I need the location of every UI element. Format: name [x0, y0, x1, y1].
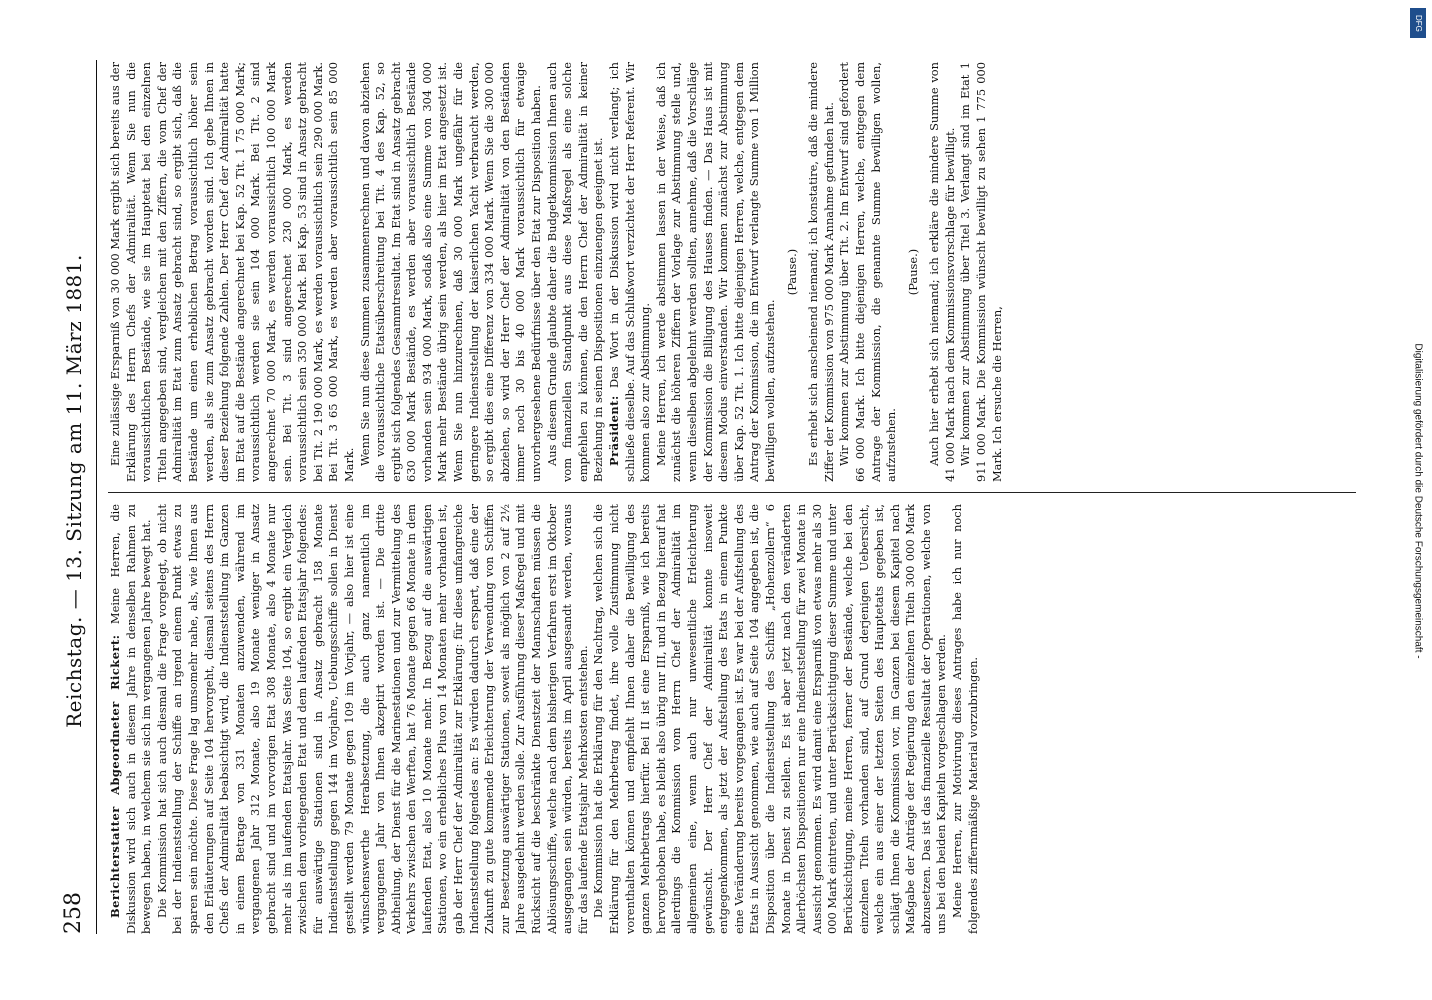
dfg-logo: DFG: [1410, 8, 1426, 38]
paragraph-text: Wenn Sie nun diese Summen zusammenrechnen und davon abziehen die voraussichtliche Etatsüberschreitung bei Tit. 4 des Kap. 52, so ergibt sich folgendes Gesammtresultat. Im Etat sind in Ansatz gebracht 630 000 Mark Bestände, es werden aber voraussichtlich Bestände vorhanden sein 934 000 Mark, sodaß also eine Summe von 304 000 Mark mehr Bestände übrig sein werden, als hier im Etat angesetzt ist. Wenn Sie nun hinzurechnen, daß 30 000 Mark ungefähr für die geringere Indienststellung der kaiserlichen Yacht verbraucht werden, so ergibt dies eine Differenz von 334 000 Mark. Wenn Sie die 300 000 abziehen, so wird der Herr Chef der Admiralität von den Beständen immer noch 30 bis 40 000 Mark voraussichtlich für etwaige unvorhergesehene Bedürfnisse über den Etat zur Disposition haben.: [357, 62, 544, 482]
paragraph: [155, 504, 592, 934]
running-title: Reichstag. — 13. Sitzung am 11. März 1881.: [62, 254, 86, 728]
paragraph-text: Das Wort in der Diskussion wird nicht verlangt; ich schließe dieselbe. Auf das Schlußwort verzichtet der Herr Referent. Wir kommen also zur Abstimmung.: [607, 62, 653, 482]
paragraph-text: Es erhebt sich anscheinend niemand; ich konstatire, daß die mindere Ziffer der Kommission von 975 000 Mark Annahme gefunden hat.: [806, 62, 836, 482]
page-header: [46, 60, 86, 934]
paragraph-text: Eine zulässige Ersparniß von 30 000 Mark ergibt sich bereits aus der Erklärung des Herrn Chefs der Admiralität. Wenn Sie nun die voraussichtlichen Bestände, wie sie im Hauptetat bei den einzelnen Titeln angegeben sind, vergleichen mit den Ziffern, die vom Chef der Admiralität im Etat zum Ansatz gebracht sind, so ergibt sich, daß die Bestände um einen erheblichen Betrag voraussichtlich höher sein werden, als sie zum Ansatz gebracht worden sind. Ich gebe Ihnen in dieser Beziehung folgende Zahlen. Der Herr Chef der Admiralität hatte im Etat auf die Bestände angerechnet bei Kap. 52 Tit. 1 75 000 Mark; voraussichtlich werden sie sein 104 000 Mark. Bei Tit. 2 sind angerechnet 70 000 Mark, es werden voraussichtlich 100 000 Mark sein. Bei Tit. 3 sind angerechnet 230 000 Mark, es werden voraussichtlich sein 350 000 Mark. Bei Kap. 53 sind in Ansatz gebracht bei Tit. 2 190 000 Mark, es werden voraussichtlich sein 290 000 Mark. Bei Tit. 3 65 000 Mark, es werden aber voraussichtlich sein 85 000 Mark.: [108, 62, 356, 482]
paragraph: [108, 62, 358, 482]
stage-direction: (Pause.): [784, 248, 799, 296]
paragraph: [607, 62, 654, 482]
paragraph: [958, 62, 1005, 482]
left-column: [108, 504, 1356, 934]
speaker-name: Präsident:: [607, 395, 621, 466]
paragraph: [591, 504, 950, 934]
paragraph-text: Die Kommission hat die Erklärung für den Nachtrag, welchen sich die Erklärung für den Mehrbetrag findet, ihre volle Zustimmung nicht vorenthalten können und empfiehlt Ihnen daher die Bewilligung des ganzen Mehrbetrags hierfür. Bei II ist eine Ersparniß, wie ich bereits hervorgehoben habe, es bleibt also übrig nur III, und in Bezug hierauf hat allerdings die Kommission vom Herrn Chef der Admiralität im allgemeinen eine, wenn auch nur unwesentliche Erleichterung gewünscht. Der Herr Chef der Admiralität konnte insoweit entgegenkommen, als jetzt der Aufstellung des Etats in einem Punkte eine Veränderung bereits vorgegangen ist. Es war bei der Aufstellung des Etats in Aussicht genommen, wie auch auf Seite 104 angegeben ist, die Disposition über die Indienststellung des Schiffs „Hohenzollern“ 6 Monate in Dienst zu stellen. Es ist aber jetzt nach den veränderten Allerhöchsten Dispositionen nur eine Indienststellung für zwei Monate in Aussicht genommen. Es wird damit eine Ersparniß von etwas mehr als 30 000 Mark eintreten, und unter Berücksichtigung dieser Summe und unter Berücksichtigung, meine Herren, ferner der Bestände, welche bei den einzelnen Titeln vorhanden sind, auf Grund derjenigen Uebersicht, welche ein aus einer der letzten Seiten des Hauptetats gegeben ist, schlägt Ihnen die Kommission vor, im Ganzen bei diesem Kapitel nach Maßgabe der Anträge der Regierung den einzelnen Titeln 300 000 Mark abzusetzen. Das ist das finanzielle Resultat der Operationen, welche von uns bei den beiden Kapiteln vorgeschlagen werden.: [591, 504, 949, 934]
paragraph-text: Wir kommen zur Abstimmung über Titel 3. Verlangt sind im Etat 1 911 000 Mark. Die Kommission wünscht bewilligt zu sehen 1 775 000 Mark. Ich ersuche die Herren,: [958, 62, 1004, 482]
column-divider: [108, 492, 1356, 493]
paragraph: [358, 62, 545, 482]
paragraph: [927, 62, 958, 482]
paragraph-text: Meine Herren, zur Motivirung dieses Antrages habe ich nur noch folgendes ziffernmäßige Material vorzubringen.: [950, 504, 980, 934]
credit-text: Digitalisierung gefördert durch die Deutsche Forschungsgemeinschaft -: [1412, 343, 1424, 659]
paragraph-text: Auch hier erhebt sich niemand; ich erkläre die mindere Summe von 41 000 Mark nach dem Kommissionsvorschlage für bewilligt.: [927, 62, 957, 482]
paragraph: [108, 504, 155, 934]
paragraph-text: Aus diesem Grunde glaubte daher die Budgetkommission Ihnen auch vom finanziellen Standpunkt aus diese Maßregel als eine solche empfehlen zu können, die den Herrn Chef der Admiralität in keiner Beziehung in seinen Dispositionen einzuengen geeignet ist.: [544, 62, 606, 482]
header-rule: [96, 60, 97, 934]
paragraph: [806, 62, 837, 482]
paragraph: [837, 62, 899, 482]
speaker-name: Berichterstatter Abgeordneter Rickert:: [108, 634, 122, 918]
right-column: [108, 62, 1356, 482]
document-page: [26, 30, 1406, 970]
digitization-credit: [1406, 8, 1430, 994]
paragraph-text: Die Kommission hat sich auch diesmal die Frage vorgelegt, ob nicht bei der Indienststellung der Schiffe an irgend einem Punkt etwas zu sparen sein möchte. Diese Frage lag umsomehr nahe, als, wie Ihnen aus den Erläuterungen auf Seite 104 hervorgeht, diesmal seitens des Herrn Chefs der Admiralität beabsichtigt wird, die Indienststellung im Ganzen in einem Betrage von 331 Monaten anzuwenden, während im vergangenen Jahr 312 Monate, also 19 Monate weniger in Ansatz gebracht sind und im vorvorigen Etat 308 Monate, also 4 Monate nur mehr als im laufenden Etatsjahr. Was Seite 104, so ergibt ein Vergleich zwischen dem vorliegenden Etat und dem laufenden Etatsjahr folgendes: für auswärtige Stationen sind in Ansatz gebracht 158 Monate Indienststellung gegen 144 im Vorjahre, Uebungsschiffe sollen in Dienst gestellt werden 79 Monate gegen 109 im Vorjahr, — also hier ist eine wünschenswerthe Herabsetzung, die auch ganz namentlich im vergangenen Jahr von Ihnen akzeptirt worden ist. — Die dritte Abtheilung, der Dienst für die Marinestationen und zur Vermittelung des Verkehrs zwischen den Werften, hat 76 Monate gegen 66 Monate in dem laufenden Etat, also 10 Monate mehr. In Bezug auf die auswärtigen Stationen, wo ein erhebliches Plus von 14 Monaten mehr vorhanden ist, gab der Herr Chef der Admiralität zur Erklärung: für diese umfangreiche Indienststellung folgendes an: Es würden dadurch erspart, daß eine der Zukunft zu gute kommende Erleichterung der Verwendung von Schiffen zur Besetzung auswärtiger Stationen, soweit als möglich von 2 auf 2½ Jahre ausgedehnt werden solle. Zur Ausführung dieser Maßregel und mit Rücksicht auf die beschränkte Dienstzeit der Mannschaften müssen die Ablösungsschiffe, welche nach dem bisherigen Verfahren erst im Oktober ausgegangen sein würden, bereits im April ausgesandt werden, woraus für das laufende Etatsjahr Mehrkosten entstehen.: [154, 504, 590, 934]
page-number: 258: [61, 892, 86, 934]
paragraph: [950, 504, 981, 934]
paragraph-text: Wir kommen zur Abstimmung über Tit. 2. Im Entwurf sind gefordert 66 000 Mark. Ich bitte diejenigen Herren, welche, entgegen dem Antrage der Kommission, die genannte Summe bewilligen wollen, aufzustehen.: [837, 62, 899, 482]
paragraph-text: Meine Herren, die Diskussion wird sich auch in diesem Jahre in denselben Rahmen zu bewegen haben, in welchem sie sich im vergangenen Jahre bewegt hat.: [108, 504, 154, 934]
stage-direction: (Pause.): [905, 248, 920, 296]
paragraph-text: Meine Herren, ich werde abstimmen lassen in der Weise, daß ich zunächst die höheren Ziffern der Vorlage zur Abstimmung stelle und, wenn dieselben abgelehnt werden sollten, annehme, daß die Vorschläge der Kommission die Billigung des Hauses finden. — Das Haus ist mit diesem Modus einverstanden. Wir kommen zunächst zur Abstimmung über Kap. 52 Tit. 1. Ich bitte diejenigen Herren, welche, entgegen dem Antrag der Kommission, die im Entwurf verlangte Summe von 1 Million bewilligen wollen, aufzustehen.: [653, 62, 777, 482]
paragraph: [654, 62, 779, 482]
paragraph: [545, 62, 607, 482]
